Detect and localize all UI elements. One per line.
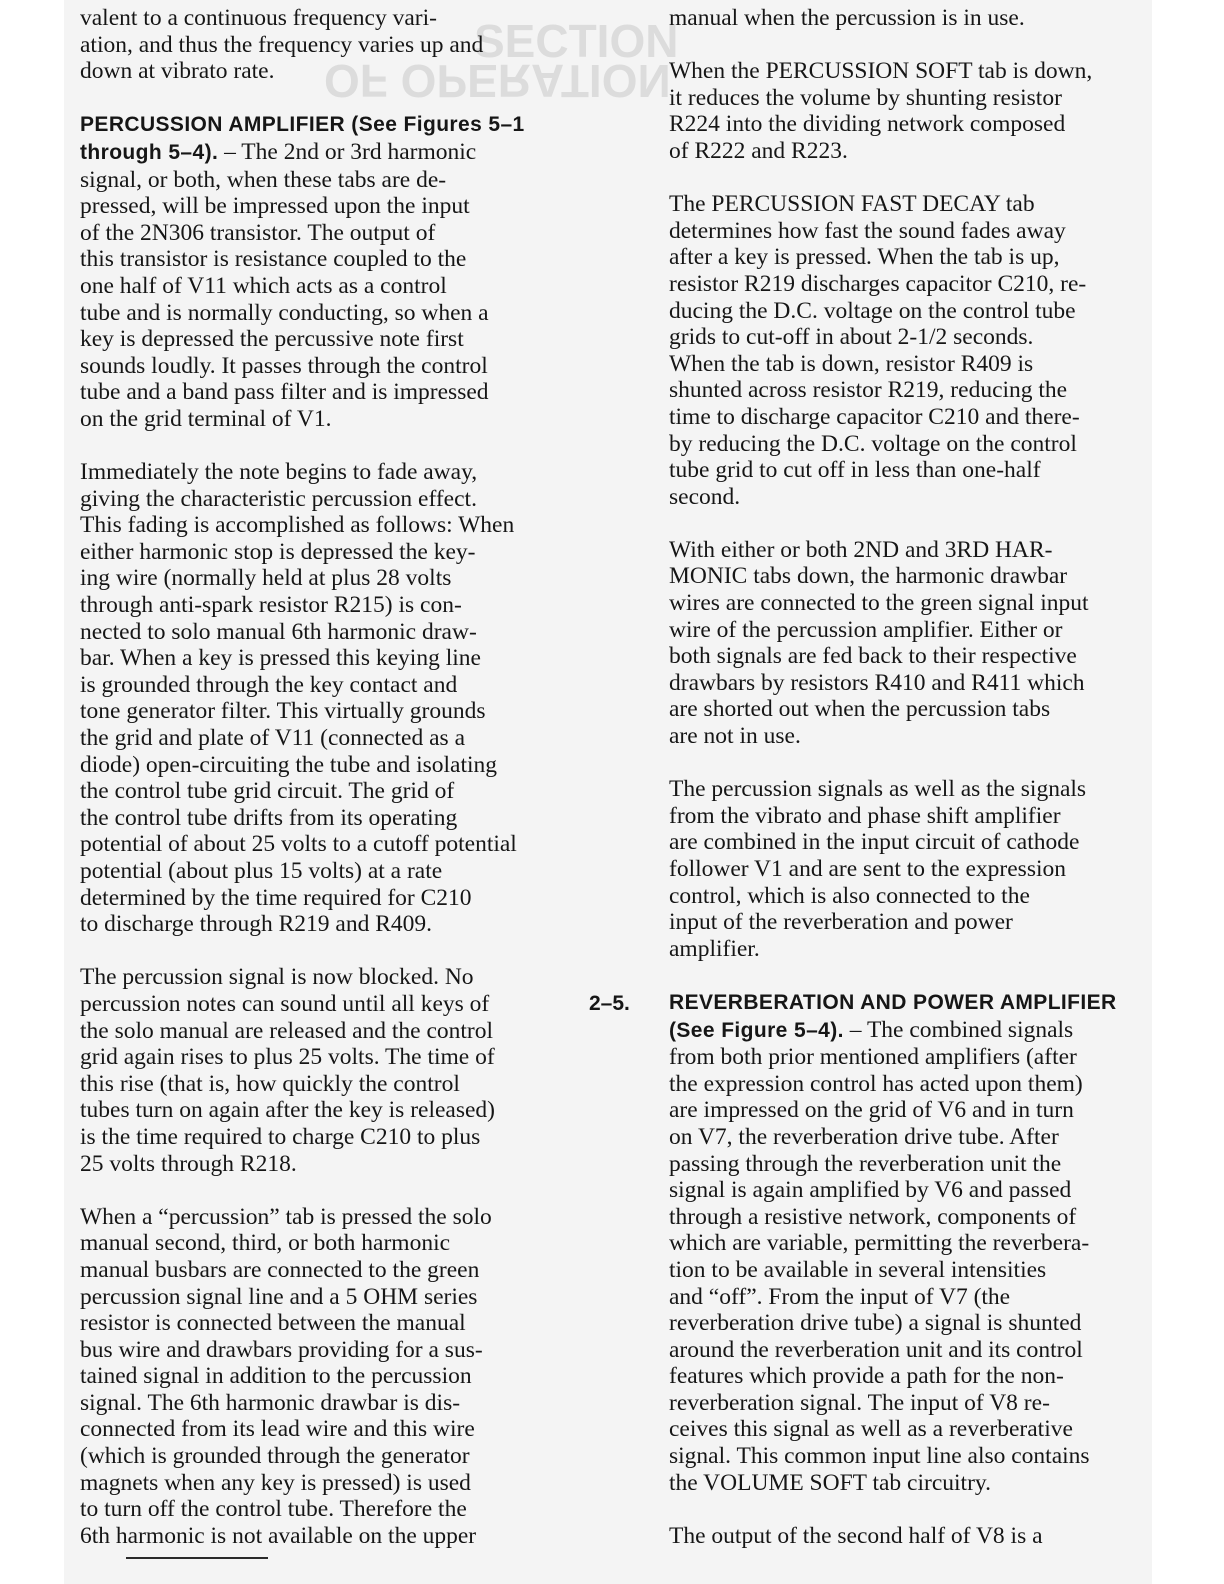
underline-mark: [126, 1557, 268, 1559]
paragraph-percussion-amplifier: [80, 111, 600, 432]
paragraph-upper-manual-continuation: manual when the percussion is in use.: [669, 5, 1025, 31]
paragraph-combined-signals: The percussion signals as well as the signals from the vibrato and phase shift amplifier are combined in the input circuit of cathode follower V1 and are sent to the expression control, which is also connected to the input of the reverberation and power amplifier.: [669, 776, 1087, 962]
section-heading-reverberation: REVERBERATION AND POWER AMPLIFIER (See Figure 5–4).: [669, 990, 1117, 1042]
paragraph-percussion-amplifier-body: – The 2nd or 3rd harmonic signal, or both, when these tabs are de- pressed, will be impressed upon the input of the 2N306 transistor. The output of this transistor is resistance coupled to the one half of V11 which acts as a control tube and is normally conducting, so when a key is depressed the percussive note first sounds loudly. It passes through the control tube and a band pass filter and is impressed on the grid terminal of V1.: [80, 138, 489, 432]
paragraph-harmonic-tabs: With either or both 2ND and 3RD HAR- MONIC tabs down, the harmonic drawbar wires are connected to the green signal input wire of the percussion amplifier. Either or both signals are fed back to their respective drawbars by resistors R410 and R411 which are shorted out when the percussion tabs are not in use.: [669, 536, 1089, 750]
section-heading-percussion-amplifier: PERCUSSION AMPLIFIER (See Figures 5–1 through 5–4).: [80, 113, 525, 164]
paragraph-reverberation-body: – The combined signals from both prior mentioned amplifiers (after the expression control has acted upon them) are impressed on the grid of V6 and in turn on V7, the reverberation drive tube. After passing through the reverberation unit the signal is again amplified by V6 and passed through a resistive network, components of which are variable, permitting the reverbera- tion to be available in several intensities and “off”. From the input of V7 (the reverberation drive tube) a signal is shunted around the reverberation unit and its control features which provide a path for the non- reverberation signal. The input of V8 re- ceives this signal as well as a reverberative signal. This common input line also contains the VOLUME SOFT tab circuitry.: [669, 1016, 1090, 1496]
paragraph-signal-blocked: The percussion signal is now blocked. No percussion notes can sound until all keys of the solo manual are released and the control grid again rises to plus 25 volts. The time of this rise (that is, how quickly the control tubes turn on again after the key is released) is the time required to charge C210 to plus 25 volts through R218.: [80, 964, 496, 1177]
paragraph-v8-output: The output of the second half of V8 is a: [669, 1522, 1043, 1549]
paragraph-vibrato-continuation: valent to a continuous frequency vari- ation, and thus the frequency varies up and down at vibrato rate.: [80, 5, 484, 85]
section-number: 2–5.: [589, 991, 630, 1015]
paragraph-fading: Immediately the note begins to fade away, giving the characteristic percussion effect. This fading is accomplished as follows: When either harmonic stop is depressed the key- ing wire (normally held at plus 28 volts through anti-spark resistor R215) is con- nected to solo manual 6th harmonic draw- bar. When a key is pressed this keying line is grounded through the key contact and tone generator filter. This virtually grounds the grid and plate of V11 (connected as a diode) open-circuiting the tube and isolating the control tube grid circuit. The grid of the control tube drifts from its operating potential of about 25 volts to a cutoff potential potential (about plus 15 volts) at a rate determined by the time required for C210 to discharge through R219 and R409.: [80, 459, 517, 938]
paragraph-fast-decay: The PERCUSSION FAST DECAY tab determines how fast the sound fades away after a key is pressed. When the tab is up, resistor R219 discharges capacitor C210, re- ducing the D.C. voltage on the control tube grids to cut-off in about 2-1/2 seconds. When the tab is down, resistor R409 is shunted across resistor R219, reducing the time to discharge capacitor C210 and there- by reducing the D.C. voltage on the control tube grid to cut off in less than one-half second.: [669, 191, 1087, 510]
left-column: [80, 5, 600, 1576]
right-column: [669, 5, 1149, 1576]
bleed-through-text: SECTION: [474, 15, 679, 67]
paragraph-reverberation-amplifier: [669, 989, 1149, 1496]
bleed-through-text-mirrored: OF OPERATION: [324, 55, 671, 107]
paragraph-percussion-soft: When the PERCUSSION SOFT tab is down, it reduces the volume by shunting resistor R224 into the dividing network composed of R222 and R223.: [669, 58, 1093, 164]
paragraph-percussion-tab: When a “percussion” tab is pressed the solo manual second, third, or both harmonic manual busbars are connected to the green percussion signal line and a 5 OHM series resistor is connected between the manual bus wire and drawbars providing for a sus- tained signal in addition to the percussion signal. The 6th harmonic drawbar is dis- connected from its lead wire and this wire (which is grounded through the generator magnets when any key is pressed) is used to turn off the control tube. Therefore the 6th harmonic is not available on the upper: [80, 1203, 492, 1549]
